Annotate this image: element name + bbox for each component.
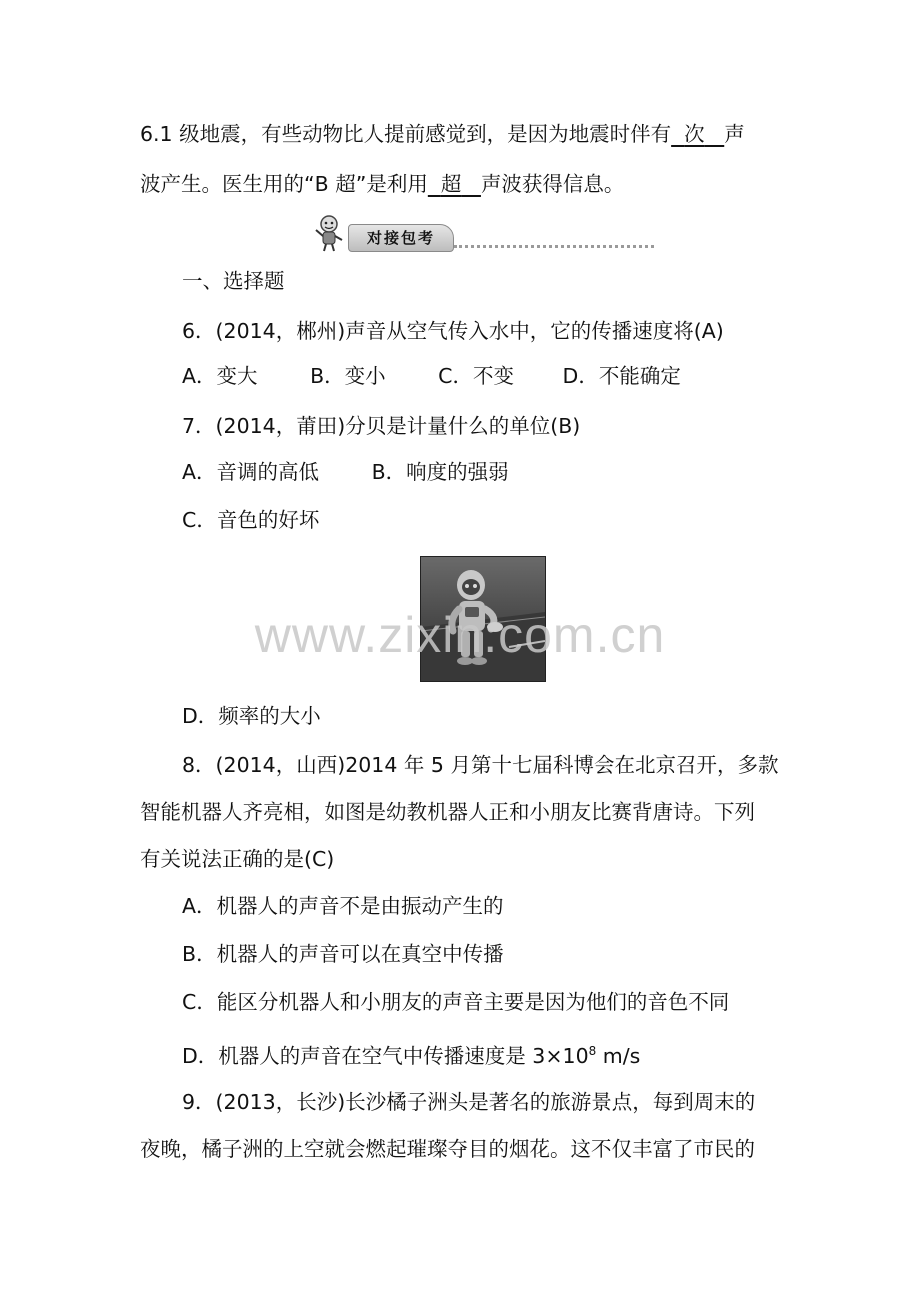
question-9-line-2: 夜晚，橘子洲的上空就会燃起璀璨夺目的烟花。这不仅丰富了市民的 xyxy=(140,1137,755,1161)
mascot-icon xyxy=(312,214,346,252)
intro-text: 6.1 级地震，有些动物比人提前感觉到，是因为地震时伴有 xyxy=(140,122,672,146)
question-8-option-c: C．能区分机器人和小朋友的声音主要是因为他们的音色不同 xyxy=(182,990,730,1014)
option-d: D．不能确定 xyxy=(562,364,681,388)
option-a: A．变大 xyxy=(182,364,258,388)
question-7-option-d: D．频率的大小 xyxy=(182,704,321,728)
banner-label: 对接包考 xyxy=(348,224,454,252)
intro-line-2: 波产生。医生用的“B 超”是利用 超 声波获得信息。 xyxy=(140,172,625,196)
question-7-stem: 7．(2014，莆田)分贝是计量什么的单位(B) xyxy=(182,414,581,438)
exam-banner xyxy=(312,214,654,254)
question-6-options xyxy=(182,362,681,390)
question-8-line-2: 智能机器人齐亮相，如图是幼教机器人正和小朋友比赛背唐诗。下列 xyxy=(140,800,755,824)
watermark: www.zixin.com.cn xyxy=(254,607,666,663)
option-b: B．响度的强弱 xyxy=(371,460,509,484)
option-c: C．不变 xyxy=(438,364,514,388)
question-7-options-ab xyxy=(182,458,509,486)
exponent: 8 xyxy=(588,1044,597,1058)
question-8-line-3: 有关说法正确的是(C) xyxy=(140,847,335,871)
question-8-option-a: A．机器人的声音不是由振动产生的 xyxy=(182,894,504,918)
question-6-stem: 6．(2014，郴州)声音从空气传入水中，它的传播速度将(A) xyxy=(182,319,724,343)
section-title: 一、选择题 xyxy=(182,269,285,293)
fill-blank: 超 xyxy=(440,172,462,196)
banner-divider xyxy=(454,245,654,248)
option-a: A．音调的高低 xyxy=(182,460,320,484)
option-b: B．变小 xyxy=(310,364,386,388)
question-8-option-d: D．机器人的声音在空气中传播速度是 $3\times 10^8$ m/s xyxy=(182,1043,641,1068)
question-7-option-c: C．音色的好坏 xyxy=(182,508,320,532)
fill-blank: 次 xyxy=(684,122,705,146)
question-8-option-b: B．机器人的声音可以在真空中传播 xyxy=(182,942,504,966)
question-8-line-1: 8．(2014，山西)2014 年 5 月第十七届科博会在北京召开，多款 xyxy=(182,753,779,777)
question-9-line-1: 9．(2013，长沙)长沙橘子洲头是著名的旅游景点，每到周末的 xyxy=(182,1090,756,1114)
intro-line-1: 6.1 级地震，有些动物比人提前感觉到，是因为地震时伴有 次 声 xyxy=(140,122,745,146)
